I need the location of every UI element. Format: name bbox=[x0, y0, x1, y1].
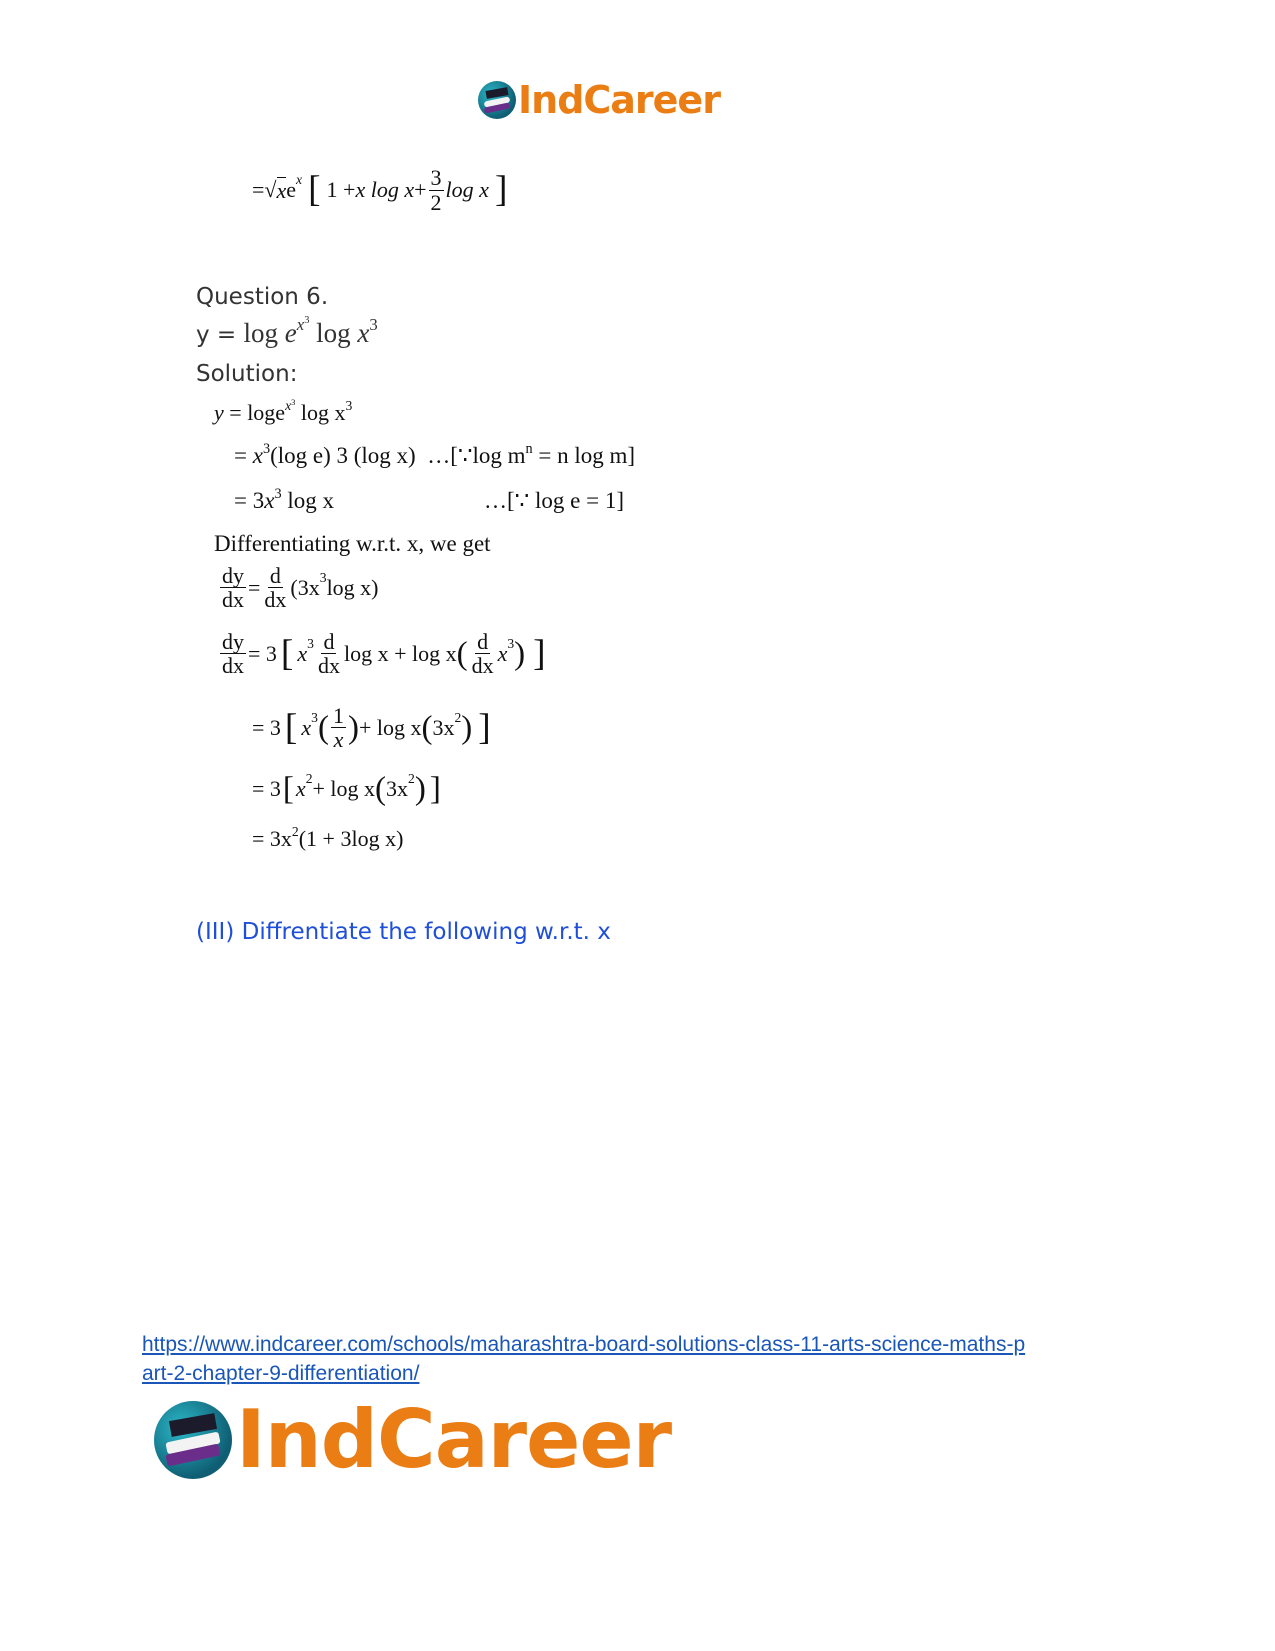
solution-line-5: $\frac{dy}{dx}$ = 3 [ x $^3$ $\frac{d}{dx}$ log x + log x ( $\frac{d}{dx}$ x $^3$ ) ] bbox=[222, 629, 546, 679]
header-brand-text: IndCareer bbox=[518, 78, 720, 122]
solution-line-4: $\frac{dy}{dx}$ = $\frac{d}{dx}$ (3x $^3$ log x) bbox=[222, 563, 379, 613]
header-logo bbox=[478, 78, 720, 122]
footer-logo bbox=[154, 1393, 672, 1486]
footer-brand-text: IndCareer bbox=[236, 1393, 672, 1486]
solution-line-3: = $3x^3$ log x bbox=[234, 486, 334, 513]
solution-line-2: = $x^3(\log$ e) 3 (log x) …[∵log $m^n = n$ log m] bbox=[234, 441, 636, 468]
solution-line-6: = 3 [ x $^3$ ( $\frac{1}{x}$ ) + log x ( 3x $^2$ ) ] bbox=[252, 703, 491, 753]
question-title: Question 6. bbox=[196, 284, 329, 310]
top-formula: = √ x e $^x$ [ 1 + x log x + $\frac{3}{2}$ log x ] bbox=[252, 165, 508, 215]
logo-mortarboard-icon bbox=[154, 1401, 232, 1479]
solution-label: Solution: bbox=[196, 361, 298, 387]
section-heading: (III) Diffrentiate the following w.r.t. x bbox=[196, 919, 611, 945]
solution-line-7: = 3 [ x $^2$ + log x ( 3x $^2$ ) ] bbox=[252, 771, 441, 807]
differentiating-text: Differentiating w.r.t. x, we get bbox=[214, 531, 491, 556]
footer-link-line-1[interactable]: https://www.indcareer.com/schools/maharashtra-board-solutions-class-11-arts-science-maths-p bbox=[142, 1333, 1026, 1356]
solution-line-1: y = loge$^{x^3}$ $\log x^3$ bbox=[214, 396, 353, 425]
solution-line-8: = $3x^2(1 + 3\log$ x) bbox=[252, 824, 404, 851]
logo-mortarboard-icon bbox=[478, 81, 516, 119]
solution-line-3-reason: …[∵ log e = 1] bbox=[484, 488, 625, 513]
footer-link-line-2[interactable]: art-2-chapter-9-differentiation/ bbox=[142, 1362, 420, 1385]
footer-link[interactable] bbox=[142, 1330, 1142, 1388]
question-equation: $y = \log e^{x^3}$ $\log x^3$ bbox=[196, 315, 378, 348]
